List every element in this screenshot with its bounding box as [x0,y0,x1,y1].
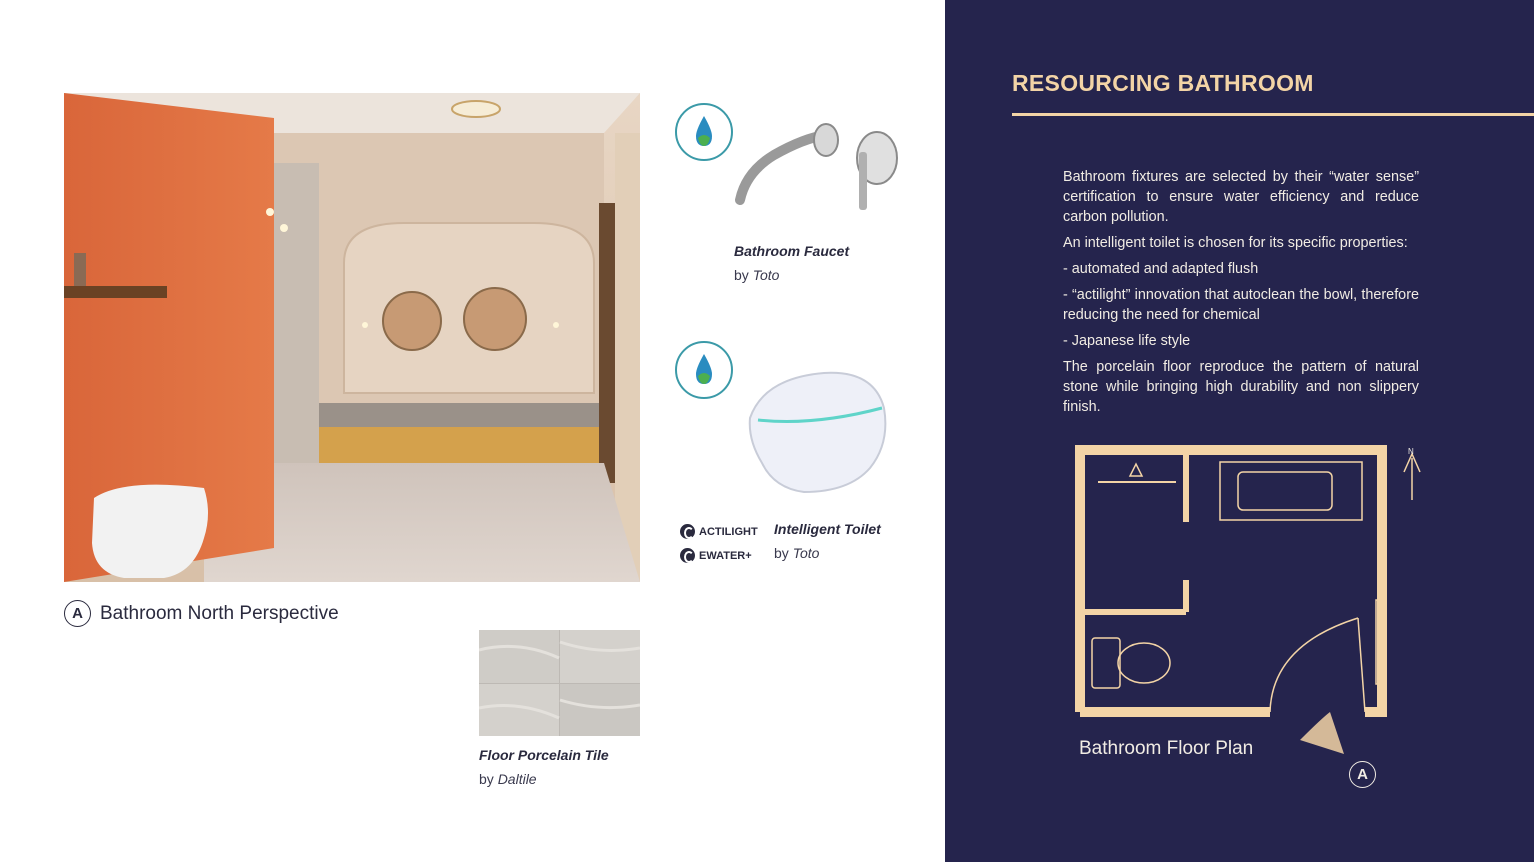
watersense-badge-faucet [674,102,734,162]
floor-plan-marker-a: A [1349,761,1376,788]
desc-paragraph: - Japanese life style [1063,333,1191,349]
actilight-icon [680,524,695,539]
panel-title: RESOURCING BATHROOM [1012,70,1314,96]
floor-tile-image [479,630,640,736]
desc-paragraph: Bathroom fixtures are selected by their “water sense” certification to ensure water efficiency and reduce carbon pollution. [1063,169,1419,225]
tile-by-prefix: by [479,771,494,787]
tile-brand: Daltile [497,771,537,787]
floor-plan-drawing [1060,440,1440,770]
desc-paragraph: - “actilight” innovation that autoclean the bowl, therefore reducing the need for chemical [1063,287,1419,323]
watersense-badge-toilet [674,340,734,400]
ewater-icon [680,548,695,563]
toilet-name: Intelligent Toilet [774,521,881,537]
faucet-brand-line [734,267,779,283]
faucet-name: Bathroom Faucet [734,243,850,259]
render-caption [64,600,339,627]
desc-paragraph: The porcelain floor reproduce the pattern of natural stone while bringing high durability and non slippery finish. [1063,359,1419,415]
view-marker-a: A [64,600,91,627]
toilet-brand-line [774,545,819,561]
toilet-by-prefix: by [774,545,789,561]
bathroom-render-image [64,93,640,582]
feature-actilight-label: ACTILIGHT [699,525,758,538]
render-caption-label: Bathroom North Perspective [100,602,339,624]
tile-name: Floor Porcelain Tile [479,747,609,763]
toilet-brand: Toto [792,545,820,561]
feature-ewater-label: EWATER+ [699,549,752,562]
desc-paragraph: - automated and adapted flush [1063,261,1259,277]
feature-ewater [680,548,752,563]
floor-plan-caption: Bathroom Floor Plan [1079,738,1254,759]
title-divider [1012,113,1534,116]
faucet-image [734,120,900,214]
tile-brand-line [479,771,537,787]
faucet-brand: Toto [752,267,780,283]
feature-actilight [680,524,758,539]
north-label: N [1408,447,1414,456]
desc-paragraph: An intelligent toilet is chosen for its specific properties: [1063,235,1408,251]
panel-description [1063,167,1419,423]
faucet-by-prefix: by [734,267,749,283]
toilet-image [744,368,890,494]
